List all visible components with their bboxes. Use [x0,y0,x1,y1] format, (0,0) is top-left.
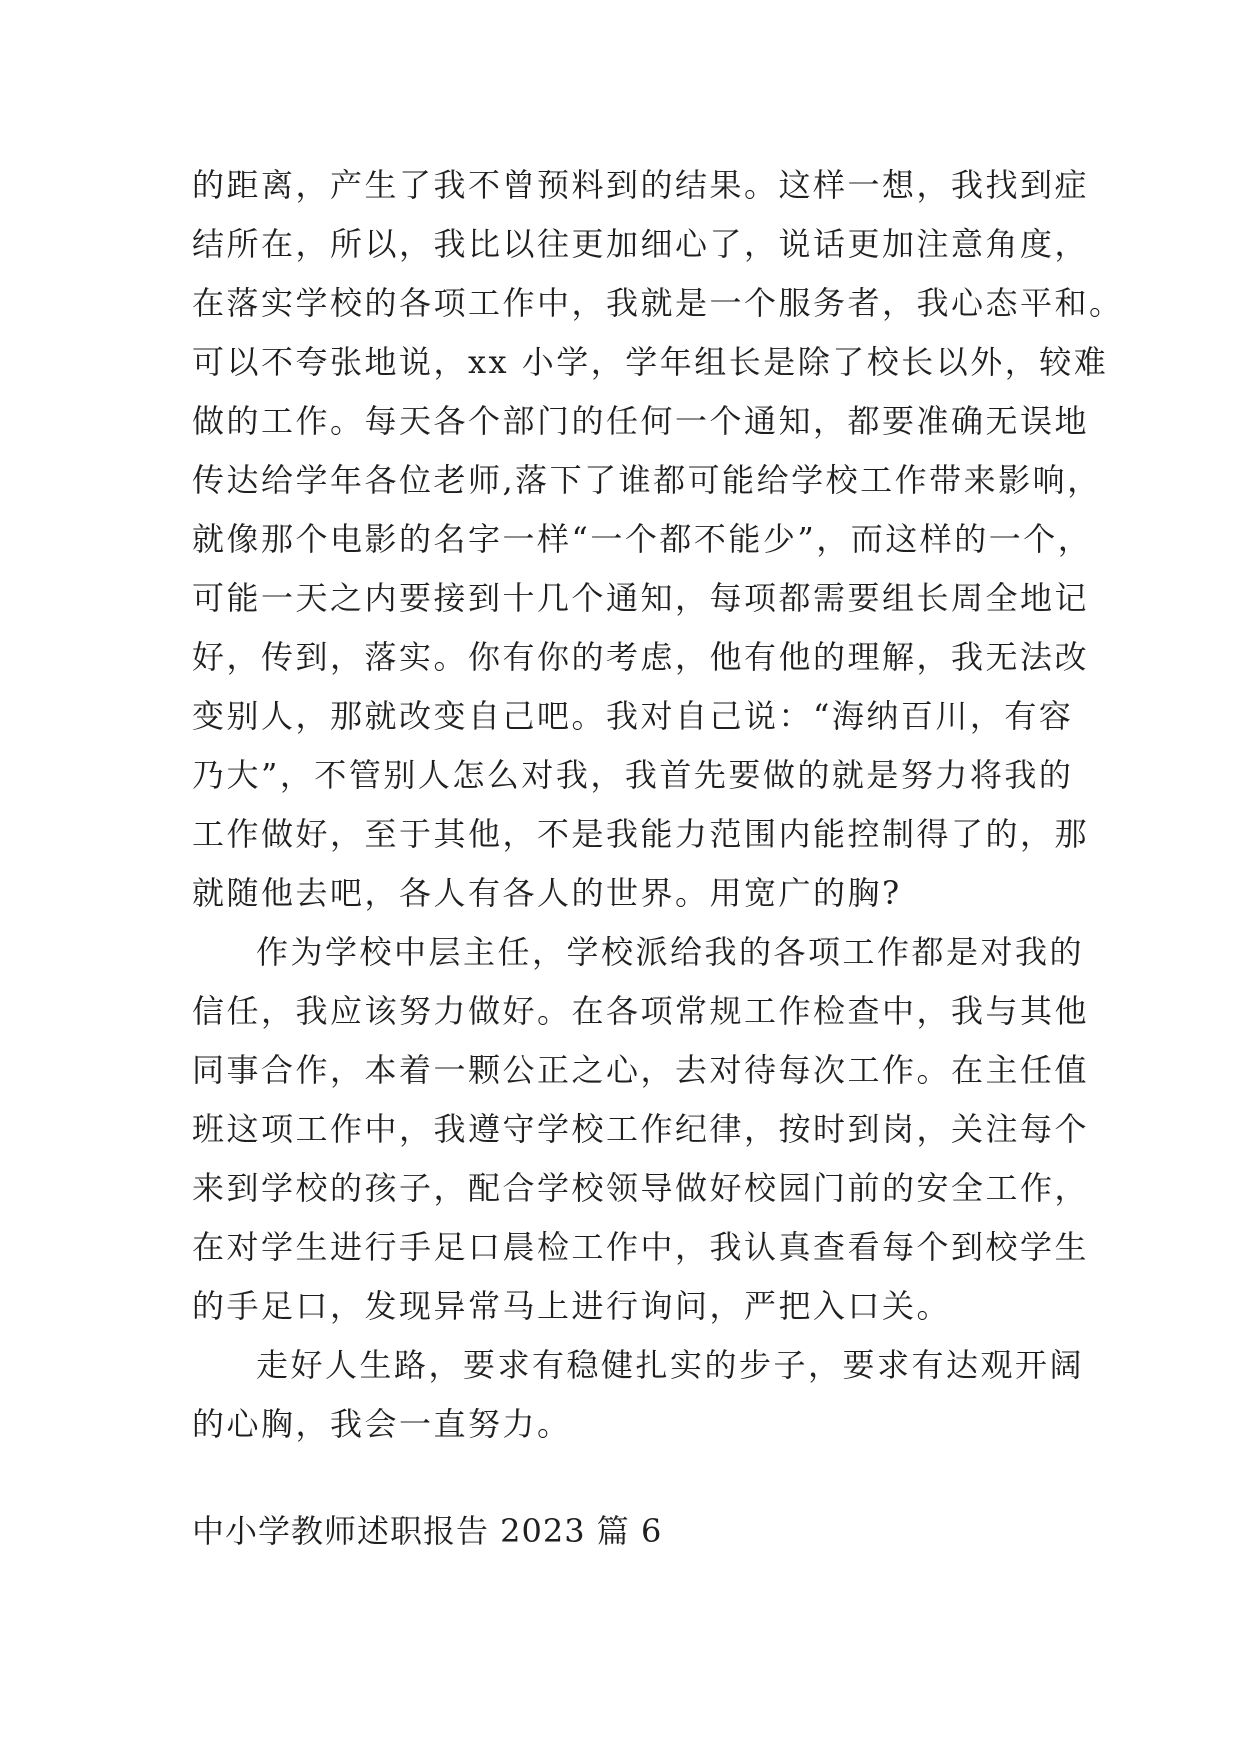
text-line: 走好人生路，要求有稳健扎实的步子，要求有达观开阔 [256,1346,1085,1384]
text-line: 同事合作，本着一颗公正之心，去对待每次工作。在主任值 [192,1051,1090,1089]
text-line: 做的工作。每天各个部门的任何一个通知，都要准确无误地 [192,402,1090,440]
text-line: 在落实学校的各项工作中，我就是一个服务者，我心态平和。 [192,284,1124,322]
text-line: 工作做好，至于其他，不是我能力范围内能控制得了的，那 [192,815,1090,853]
text-line: 就像那个电影的名字一样“一个都不能少”，而这样的一个， [192,520,1093,558]
text-line: 的手足口，发现异常马上进行询问，严把入口关。 [192,1287,952,1325]
text-line: 班这项工作中，我遵守学校工作纪律，按时到岗，关注每个 [192,1110,1090,1148]
body-text [192,156,1124,1454]
text-line: 可能一天之内要接到十几个通知，每项都需要组长周全地记 [192,579,1090,617]
text-line: 的心胸，我会一直努力。 [192,1405,572,1443]
text-line: 变别人，那就改变自己吧。我对自己说：“海纳百川，有容 [192,697,1074,735]
text-line: 好，传到，落实。你有你的考虑，他有他的理解，我无法改 [192,638,1090,676]
section-heading: 中小学教师述职报告 2023 篇 6 [192,1512,663,1550]
text-line: 就随他去吧，各人有各人的世界。用宽广的胸? [192,874,902,912]
paragraph-3 [192,1336,1085,1454]
text-line: 信任，我应该努力做好。在各项常规工作检查中，我与其他 [192,992,1090,1030]
text-line: 乃大”，不管别人怎么对我，我首先要做的就是努力将我的 [192,756,1074,794]
text-line: 可以不夸张地说，xx 小学，学年组长是除了校长以外，较难 [192,343,1109,381]
paragraph-1 [192,156,1124,923]
text-line: 在对学生进行手足口晨检工作中，我认真查看每个到校学生 [192,1228,1090,1266]
text-line: 传达给学年各位老师,落下了谁都可能给学校工作带来影响， [192,461,1102,499]
text-line: 结所在，所以，我比以往更加细心了，说话更加注意角度， [192,225,1090,263]
text-line: 来到学校的孩子，配合学校领导做好校园门前的安全工作， [192,1169,1090,1207]
text-line: 作为学校中层主任，学校派给我的各项工作都是对我的 [256,933,1085,971]
paragraph-2 [192,923,1090,1336]
text-line: 的距离，产生了我不曾预料到的结果。这样一想，我找到症 [192,166,1090,204]
